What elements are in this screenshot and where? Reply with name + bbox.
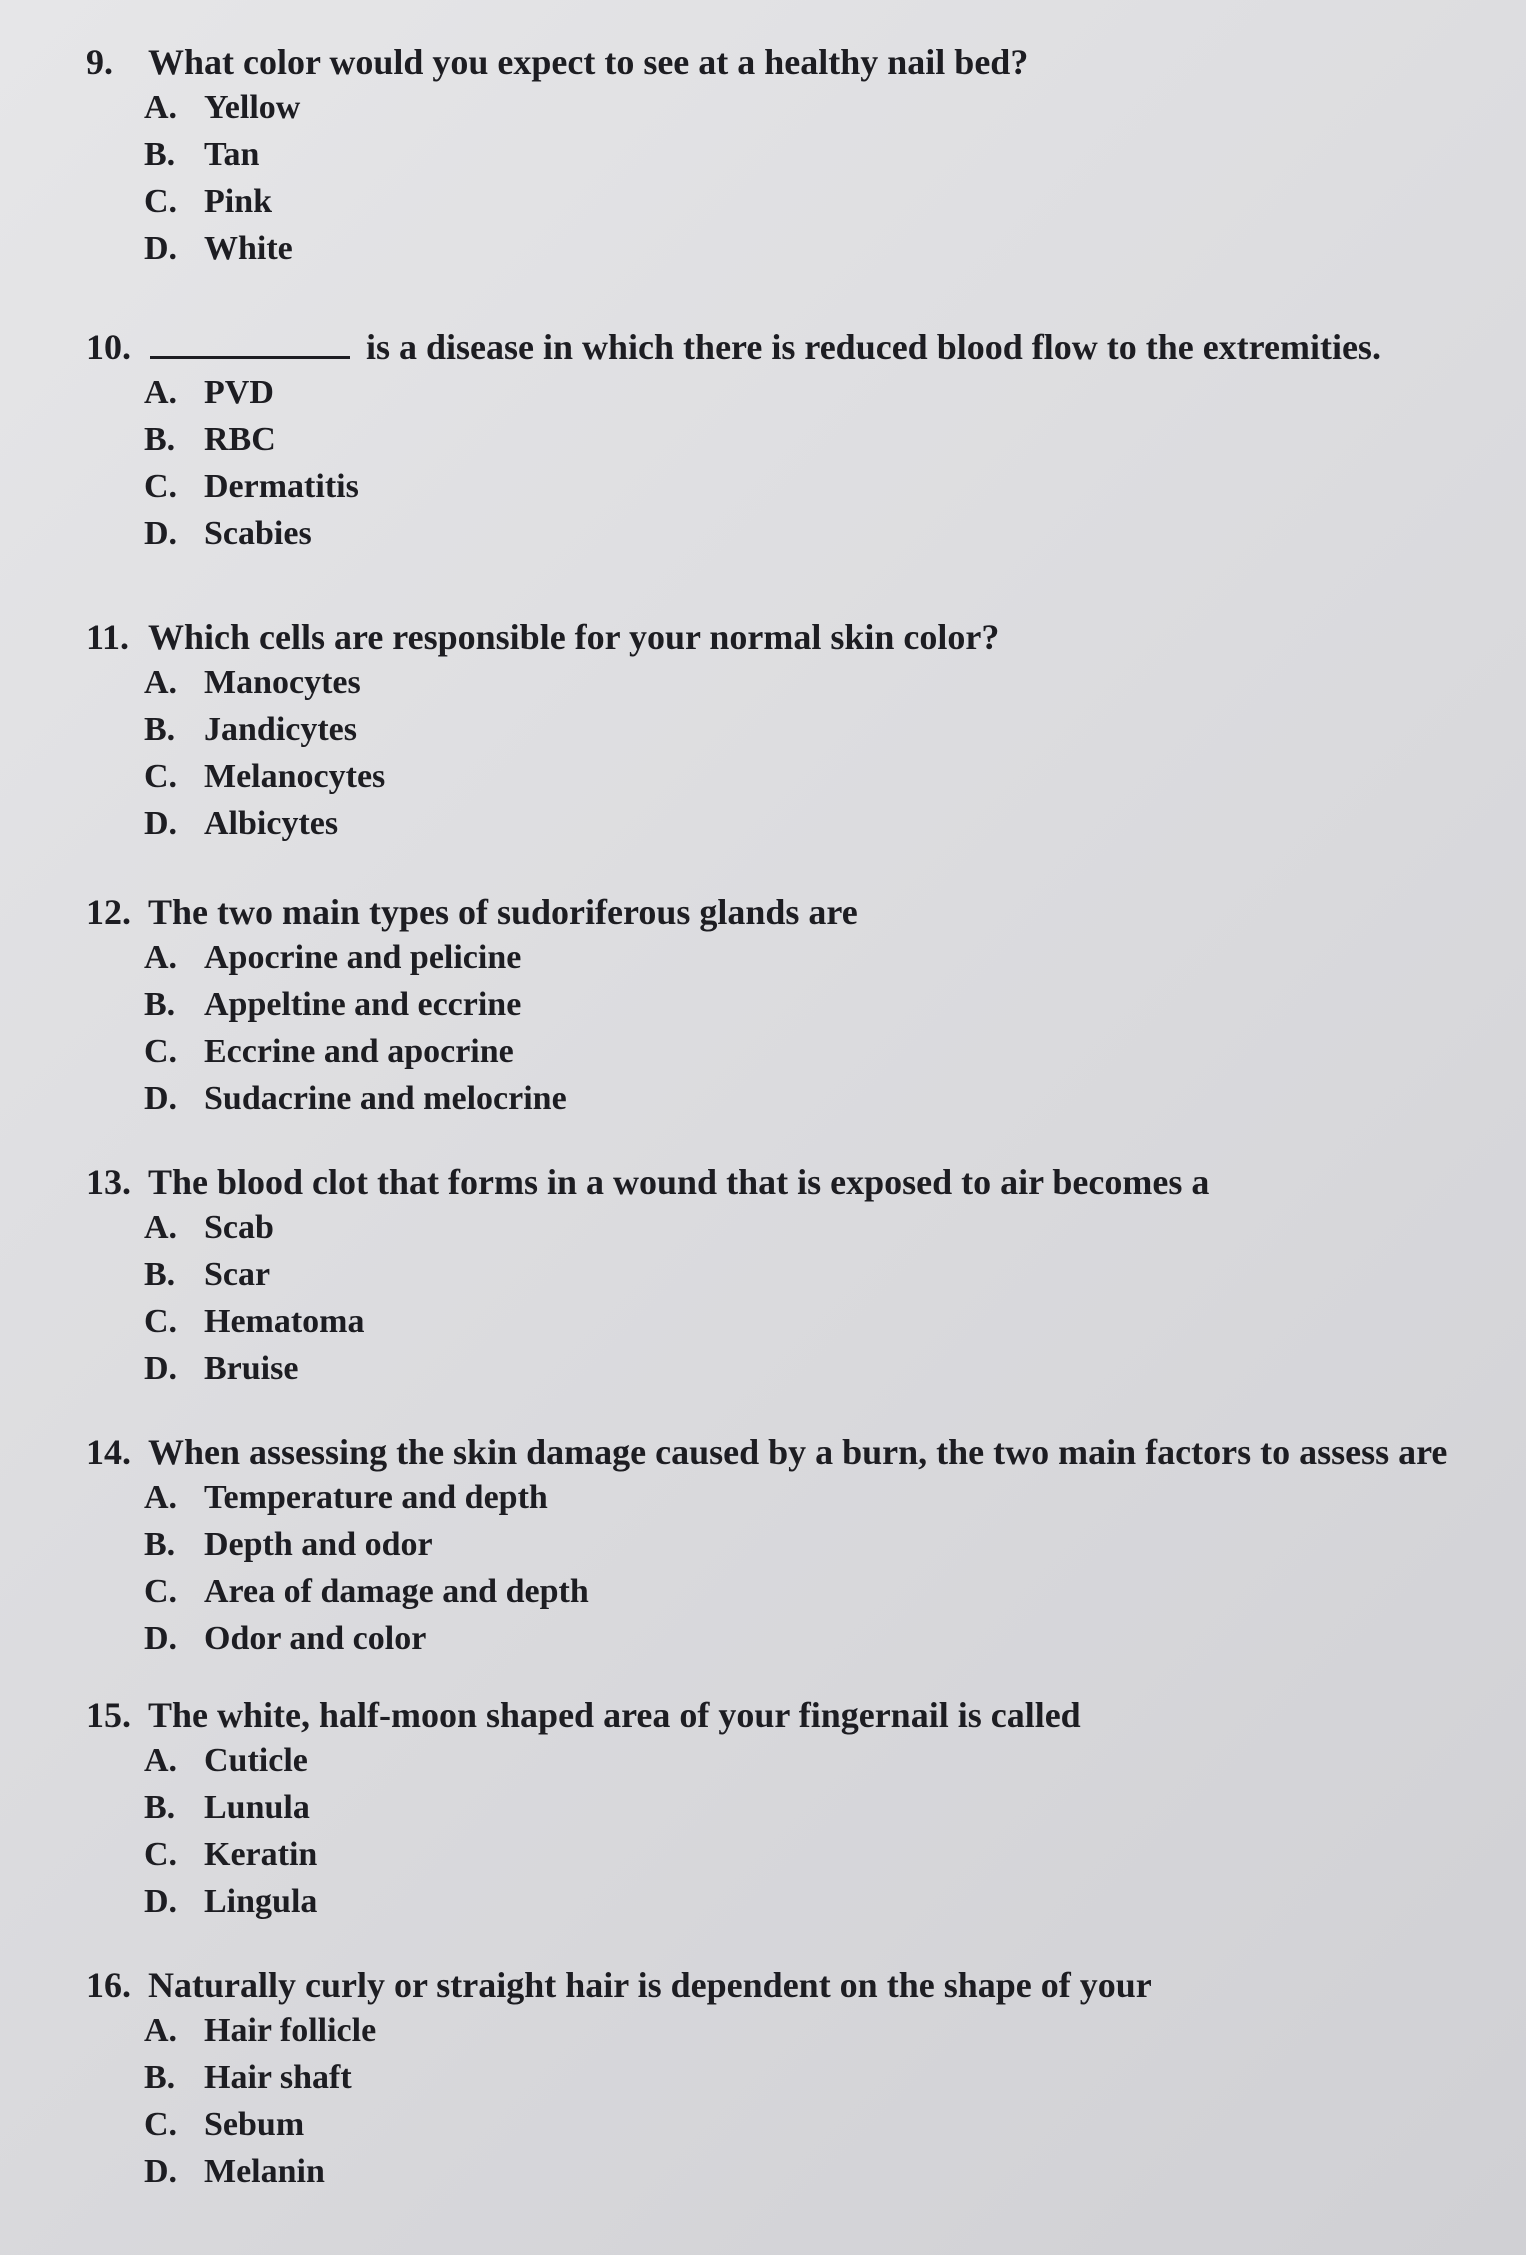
question-text	[86, 325, 1506, 369]
option-text: Jandicytes	[204, 711, 357, 748]
option-text: Apocrine and pelicine	[204, 939, 522, 976]
option-d	[86, 1878, 1506, 1925]
option-text: Scabies	[204, 515, 312, 552]
option-c	[86, 178, 1506, 225]
question-number: 16.	[86, 1965, 131, 2005]
option-b	[86, 1784, 1506, 1831]
question-16	[86, 1963, 1506, 2195]
option-text: Hair shaft	[204, 2059, 352, 2096]
option-a	[86, 934, 1506, 981]
option-letter: A.	[144, 1479, 178, 1516]
option-list	[86, 934, 1506, 1122]
question-13	[86, 1160, 1506, 1392]
option-d	[86, 510, 1506, 557]
option-text: Odor and color	[204, 1620, 427, 1657]
option-letter: A.	[144, 1209, 178, 1246]
option-d	[86, 225, 1506, 272]
option-letter: C.	[144, 1573, 178, 1610]
option-letter: C.	[144, 1303, 178, 1340]
option-a	[86, 2007, 1506, 2054]
option-text: Scab	[204, 1209, 274, 1246]
option-b	[86, 2054, 1506, 2101]
question-number: 15.	[86, 1695, 131, 1735]
question-prompt: The blood clot that forms in a wound that is exposed to air becomes a	[148, 1162, 1210, 1202]
option-text: Area of damage and depth	[204, 1573, 589, 1610]
option-text: Sudacrine and melocrine	[204, 1080, 567, 1117]
question-number: 10.	[86, 327, 131, 367]
option-letter: A.	[144, 2012, 178, 2049]
option-list	[86, 659, 1506, 847]
question-prompt: The white, half-moon shaped area of your fingernail is called	[148, 1695, 1081, 1735]
option-b	[86, 981, 1506, 1028]
question-text	[86, 1693, 1506, 1737]
question-text	[86, 40, 1506, 84]
option-text: White	[204, 230, 293, 267]
question-number: 14.	[86, 1432, 131, 1472]
option-d	[86, 2148, 1506, 2195]
option-letter: D.	[144, 1080, 178, 1117]
option-letter: D.	[144, 515, 178, 552]
option-text: Hematoma	[204, 1303, 365, 1340]
option-a	[86, 84, 1506, 131]
option-text: Lunula	[204, 1789, 310, 1826]
option-d	[86, 1075, 1506, 1122]
question-10	[86, 325, 1506, 557]
option-letter: A.	[144, 374, 178, 411]
question-number: 13.	[86, 1162, 131, 1202]
option-d	[86, 1345, 1506, 1392]
option-a	[86, 1204, 1506, 1251]
option-text: Melanocytes	[204, 758, 386, 795]
option-c	[86, 1298, 1506, 1345]
option-letter: B.	[144, 421, 176, 458]
option-letter: D.	[144, 1350, 178, 1387]
option-text: Temperature and depth	[204, 1479, 548, 1516]
option-text: PVD	[204, 374, 274, 411]
option-a	[86, 1474, 1506, 1521]
question-number: 11.	[86, 617, 130, 657]
question-number: 9.	[86, 42, 113, 82]
option-list	[86, 369, 1506, 557]
option-c	[86, 2101, 1506, 2148]
option-c	[86, 1831, 1506, 1878]
option-letter: A.	[144, 939, 178, 976]
option-text: Lingula	[204, 1883, 318, 1920]
option-letter: B.	[144, 1256, 176, 1293]
question-text	[86, 1430, 1506, 1474]
option-letter: D.	[144, 230, 178, 267]
option-list	[86, 2007, 1506, 2195]
option-letter: B.	[144, 1789, 176, 1826]
option-letter: C.	[144, 1836, 178, 1873]
answer-blank	[150, 326, 350, 359]
option-list	[86, 84, 1506, 272]
option-text: Melanin	[204, 2153, 325, 2190]
option-c	[86, 463, 1506, 510]
option-letter: D.	[144, 2153, 178, 2190]
option-letter: A.	[144, 1742, 178, 1779]
option-letter: B.	[144, 986, 176, 1023]
question-9	[86, 40, 1506, 272]
question-12	[86, 890, 1506, 1122]
option-letter: B.	[144, 1526, 176, 1563]
option-text: Yellow	[204, 89, 301, 126]
option-letter: C.	[144, 468, 178, 505]
option-list	[86, 1474, 1506, 1662]
option-d	[86, 800, 1506, 847]
option-letter: A.	[144, 89, 178, 126]
question-text	[86, 1963, 1506, 2007]
option-text: Keratin	[204, 1836, 318, 1873]
option-text: Eccrine and apocrine	[204, 1033, 514, 1070]
option-letter: A.	[144, 664, 178, 701]
question-prompt: Naturally curly or straight hair is dependent on the shape of your	[148, 1965, 1152, 2005]
option-letter: C.	[144, 2106, 178, 2143]
question-prompt: is a disease in which there is reduced blood flow to the extremities.	[366, 327, 1381, 367]
option-text: Depth and odor	[204, 1526, 433, 1563]
question-prompt: What color would you expect to see at a healthy nail bed?	[148, 42, 1029, 82]
option-letter: B.	[144, 711, 176, 748]
question-prompt: When assessing the skin damage caused by a burn, the two main factors to assess are	[148, 1432, 1448, 1472]
option-text: Appeltine and eccrine	[204, 986, 522, 1023]
option-text: Manocytes	[204, 664, 361, 701]
option-c	[86, 753, 1506, 800]
question-text	[86, 890, 1506, 934]
option-b	[86, 416, 1506, 463]
option-b	[86, 1251, 1506, 1298]
option-text: Dermatitis	[204, 468, 359, 505]
question-14	[86, 1430, 1506, 1662]
option-text: Hair follicle	[204, 2012, 377, 2049]
option-letter: B.	[144, 2059, 176, 2096]
option-text: Scar	[204, 1256, 271, 1293]
option-text: Cuticle	[204, 1742, 308, 1779]
option-letter: B.	[144, 136, 176, 173]
question-prompt: The two main types of sudoriferous glands are	[148, 892, 858, 932]
option-c	[86, 1568, 1506, 1615]
option-list	[86, 1204, 1506, 1392]
option-text: RBC	[204, 421, 276, 458]
option-a	[86, 659, 1506, 706]
option-text: Pink	[204, 183, 273, 220]
option-a	[86, 369, 1506, 416]
option-letter: D.	[144, 805, 178, 842]
option-letter: D.	[144, 1620, 178, 1657]
option-text: Sebum	[204, 2106, 305, 2143]
question-prompt: Which cells are responsible for your normal skin color?	[148, 617, 1000, 657]
option-text: Bruise	[204, 1350, 299, 1387]
option-letter: C.	[144, 1033, 178, 1070]
option-letter: D.	[144, 1883, 178, 1920]
option-list	[86, 1737, 1506, 1925]
question-11	[86, 615, 1506, 847]
option-c	[86, 1028, 1506, 1075]
question-number: 12.	[86, 892, 131, 932]
option-text: Tan	[204, 136, 260, 173]
option-b	[86, 1521, 1506, 1568]
option-text: Albicytes	[204, 805, 339, 842]
option-b	[86, 131, 1506, 178]
option-b	[86, 706, 1506, 753]
question-15	[86, 1693, 1506, 1925]
question-text	[86, 615, 1506, 659]
option-letter: C.	[144, 758, 178, 795]
option-d	[86, 1615, 1506, 1662]
option-a	[86, 1737, 1506, 1784]
question-text	[86, 1160, 1506, 1204]
option-letter: C.	[144, 183, 178, 220]
